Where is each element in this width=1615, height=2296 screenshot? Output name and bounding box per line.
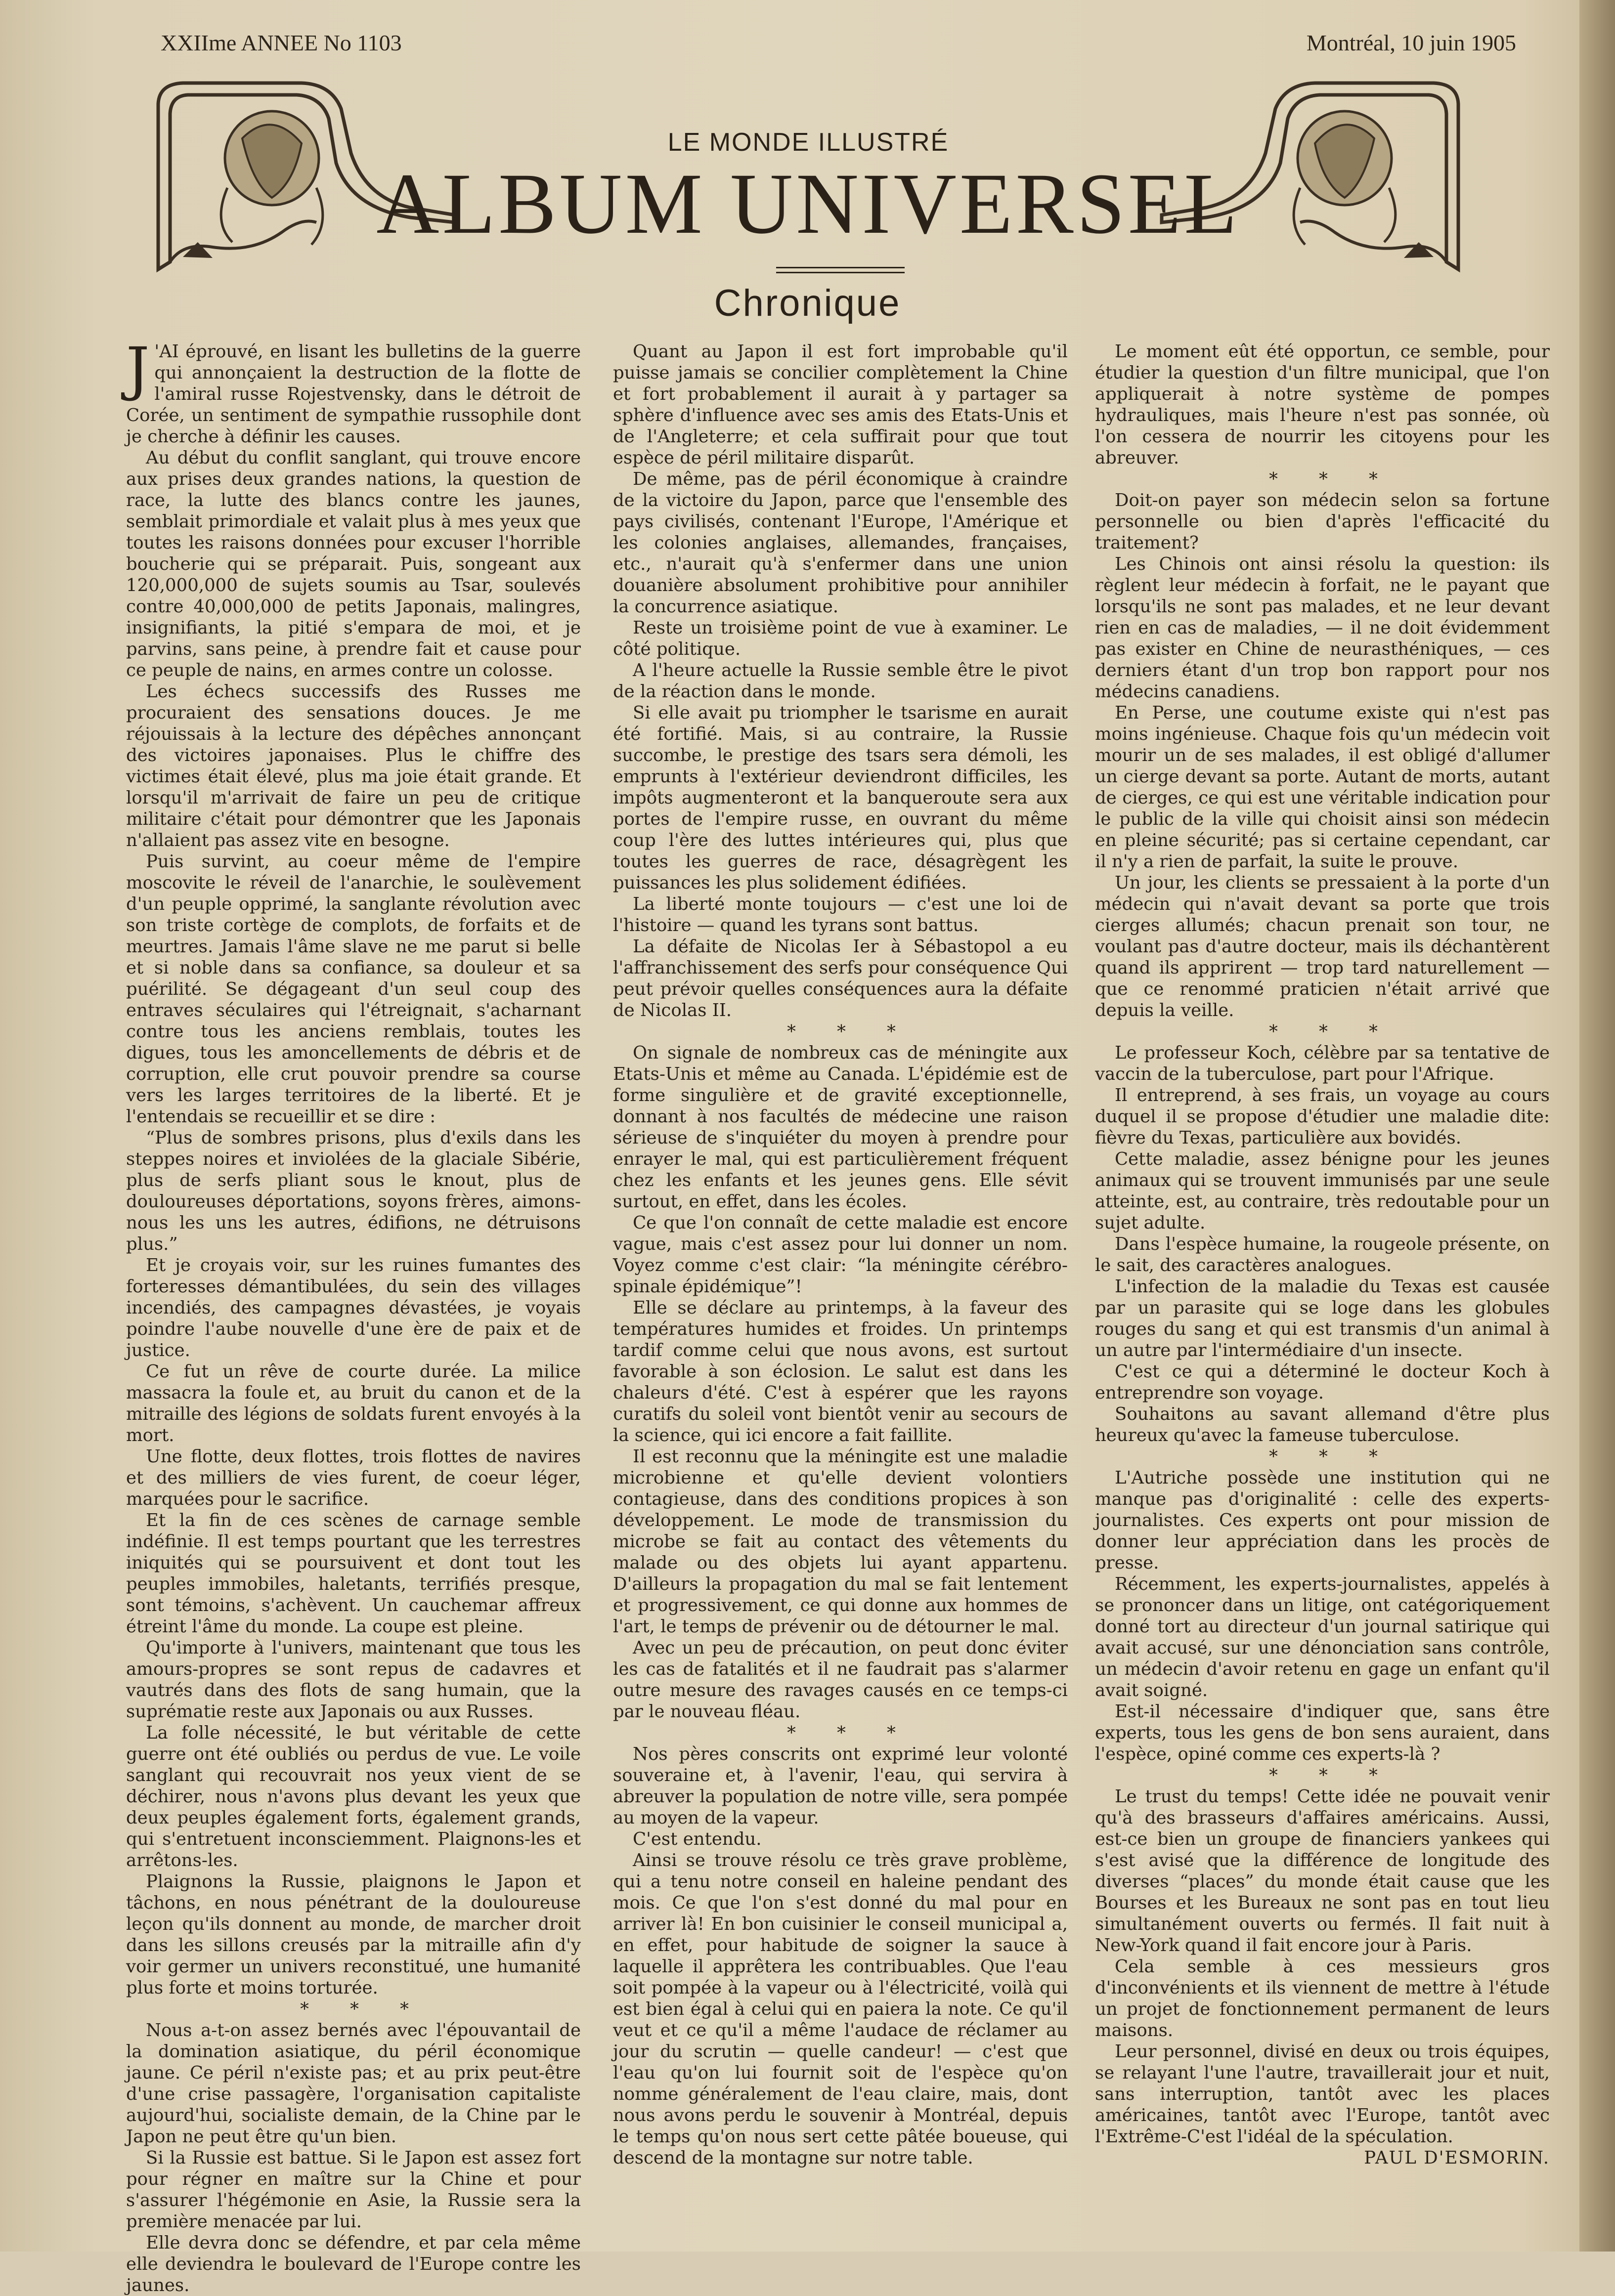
article-paragraph: Les échecs successifs des Russes me procuraient des sensations douces. Je me réjouissais à la lecture des dépêches annonçant des victoires japonaises. Plus le chiffre des victimes était élevé, plus ma joie était grande. Et lorsqu'il m'arrivait de faire un peu de critique militaire c'était pour démontrer que les Japonais n'allaient pas assez vite en besogne. [126,681,581,850]
article-paragraph: L'Autriche possède une institution qui ne manque pas d'originalité : celle des experts-journalistes. Ces experts ont pour mission de donner leur appréciation dans les procès de presse. [1095,1468,1550,1573]
author-signature: PAUL D'ESMORIN. [1364,2148,1550,2168]
page-spine-shadow [1579,0,1615,2252]
article-paragraph: La liberté monte toujours — c'est une loi de l'histoire — quand les tyrans sont battus. [613,894,1068,935]
article-column-2 [613,341,1068,2168]
drop-cap: J [126,335,150,403]
article-paragraph: Nos pères conscrits ont exprimé leur volonté souveraine et, à l'avenir, l'eau, qui servira à abreuver la population de notre ville, sera pompée au moyen de la vapeur. [613,1744,1068,1828]
article-paragraph: Si elle avait pu triompher le tsarisme en aurait été fortifié. Mais, si au contraire, la Russie succombe, le prestige des tsars sera démoli, les emprunts à l'extérieur deviendront difficiles, les impôts augmenteront et la banqueroute sera aux portes de l'empire russe, en ouvrant du même coup l'ère des luttes intérieures qui, plus que toutes les guerres de race, désagrègent les puissances les plus solidement édifiées. [613,703,1068,893]
paragraph-text: 'AI éprouvé, en lisant les bulletins de la guerre qui annonçaient la destruction de la flotte de l'amiral russe Rojestvensky, dans le détroit de Corée, un sentiment de sympathie russophile dont je cherche à définir les causes. [126,341,581,447]
masthead-title: ALBUM UNIVERSEL [376,156,1240,252]
article-paragraph: Elle se déclare au printemps, à la faveur des températures humides et froides. Un printemps tardif comme celui que nous avons, est surtout favorable à son éclosion. Le salut est dans les chaleurs d'été. C'est à espérer que les rayons curatifs du soleil vont bientôt venir au secours de la science, qui ici encore a fait faillite. [613,1298,1068,1446]
section-separator: * * * [1269,1021,1396,1042]
article-paragraph: Au début du conflit sanglant, qui trouve encore aux prises deux grandes nations, la question de race, la lutte des blancs contre les jaunes, semblait primordiale et valait plus à mes yeux que toutes les raisons données pour excuser l'horrible boucherie qui se préparait. Puis, songeant aux 120,000,000 de sujets soumis au Tsar, soulevés contre 40,000,000 de petits Japonais, malingres, insignifiants, la pitié s'empara de moi, et je parvins, sans peine, à prendre fait et cause pour ce peuple de nains, en armes contre un colosse. [126,448,581,680]
masthead-kicker: LE MONDE ILLUSTRÉ [667,128,949,157]
section-separator: * * * [300,1999,427,2019]
section-separator: * * * [1269,1765,1396,1786]
article-paragraph: Dans l'espèce humaine, la rougeole présente, on le sait, des caractères analogues. [1095,1234,1550,1276]
article-paragraph: C'est entendu. [633,1829,762,1849]
section-separator: * * * [1269,1446,1396,1467]
article-paragraph: Ce fut un rêve de courte durée. La milice massacra la foule et, au bruit du canon et de la mitraille des légions de soldats furent envoyés à la mort. [126,1361,581,1446]
article-paragraph: La défaite de Nicolas Ier à Sébastopol a eu l'affranchissement des serfs pour conséquence Qui peut prévoir quelles conséquences aura la défaite de Nicolas II. [613,936,1068,1020]
article-paragraph: Nous a-t-on assez bernés avec l'épouvantail de la domination asiatique, du péril économique jaune. Ce péril n'existe pas; et au prix peut-être d'une crise passagère, l'organisation capitaliste aujourd'hui, socialiste demain, de la Chine par le Japon ne peut être qu'un bien. [126,2020,581,2147]
article-column-1 [126,335,581,2296]
article-paragraph: A l'heure actuelle la Russie semble être le pivot de la réaction dans le monde. [613,660,1068,702]
article-paragraph: Leur personnel, divisé en deux ou trois équipes, se relayant l'une l'autre, travaillerait jour et nuit, sans interruption, tantôt avec les places américaines, tantôt avec l'Europe, tantôt avec l'Extrême-C'est l'idéal de la spéculation. [1095,2041,1550,2147]
article-paragraph: Cette maladie, assez bénigne pour les jeunes animaux qui se trouvent immunisés par une seule atteinte, est, au contraire, très redoutable pour un sujet adulte. [1095,1149,1550,1233]
article-paragraph: Ce que l'on connaît de cette maladie est encore vague, mais c'est assez pour lui donner un nom. Voyez comme c'est clair: “la méningite cérébro-spinale épidémique”! [613,1213,1068,1297]
article-paragraph: Le professeur Koch, célèbre par sa tentative de vaccin de la tuberculose, part pour l'Afrique. [1095,1043,1550,1084]
title-rule [776,267,905,268]
article-paragraph: Doit-on payer son médecin selon sa fortune personnelle ou bien d'après l'efficacité du traitement? [1095,490,1550,553]
article-paragraph: Si la Russie est battue. Si le Japon est assez fort pour régner en maître sur la Chine et pour s'assurer l'hégémonie en Asie, la Russie sera la première menacée par lui. [126,2148,581,2232]
section-separator: * * * [1269,469,1396,489]
article-paragraph: Les Chinois ont ainsi résolu la question: ils règlent leur médecin à forfait, ne le payant que lorsqu'ils ne sont pas malades, et ne leur devant rien en cas de maladies, — il ne doit évidemment pas exister en Chine de neurasthéniques, — ces derniers étant d'un trop bon rapport pour nos médecins canadiens. [1095,554,1550,702]
article-paragraph: Cela semble à ces messieurs gros d'inconvénients et ils viennent de mettre à l'étude un projet de fonctionnement permanent de leurs maisons. [1095,1956,1550,2041]
article-paragraph: “Plus de sombres prisons, plus d'exils dans les steppes noires et inviolées de la glaciale Sibérie, plus de serfs pliant sous le knout, plus de douloureuses déportations, soyons frères, aimons-nous les uns les autres, édifions, ne détruisons plus.” [126,1128,581,1254]
article-paragraph: Et je croyais voir, sur les ruines fumantes des forteresses démantibulées, du sein des villages incendiés, des campagnes dévastées, je voyais poindre l'aube nouvelle d'une ère de paix et de justice. [126,1255,581,1361]
article-paragraph: De même, pas de péril économique à craindre de la victoire du Japon, parce que l'ensemble des pays civilisés, contenant l'Europe, l'Amérique et les colonies anglaises, allemandes, françaises, etc., n'aurait qu'à s'enfermer dans une union douanière absolument prohibitive pour annihiler la concurrence asiatique. [613,469,1068,617]
dateline: Montréal, 10 juin 1905 [1306,30,1516,55]
article-paragraph: Un jour, les clients se pressaient à la porte d'un médecin qui n'avait devant sa porte que trois cierges allumés; chacun prenait son tour, ne voulant pas d'autre docteur, mais ils déchantèrent quand ils apprirent — trop tard naturellement — que ce renommé praticien n'était arrivé que depuis la veille. [1095,873,1550,1020]
article-paragraph [126,335,581,447]
article-paragraph: L'infection de la maladie du Texas est causée par un parasite qui se loge dans les globules rouges du sang et qui est transmis d'un animal à un autre par l'intermédiaire d'un insecte. [1095,1276,1550,1361]
section-separator: * * * [787,1021,914,1042]
article-paragraph: Elle devra donc se défendre, et par cela même elle deviendra le boulevard de l'Europe contre les jaunes. [126,2233,581,2296]
masthead [153,74,1463,282]
article-paragraph: Il est reconnu que la méningite est une maladie microbienne et qu'elle devient volontiers contagieuse, dans des conditions propices à son développement. Le mode de transmission du microbe se fait au contact des vêtements du malade ou des objets lui ayant appartenu. D'ailleurs la propagation du mal se fait lentement et progressivement, ce qui donne aux hommes de l'art, le temps de prévenir ou de détourner le mal. [613,1446,1068,1637]
article-paragraph: Souhaitons au savant allemand d'être plus heureux qu'avec la fameuse tuberculose. [1095,1404,1550,1446]
article-paragraph: Plaignons la Russie, plaignons le Japon et tâchons, en nous pénétrant de la douloureuse leçon qu'ils donnent au monde, de marcher droit dans les sillons creusés par la mitraille afin d'y voir germer un univers reconstitué, une humanité plus forte et moins torturée. [126,1871,581,1998]
article-paragraph: On signale de nombreux cas de méningite aux Etats-Unis et même au Canada. L'épidémie est de forme singulière et de gravité exceptionnelle, donnant à nos facultés de médecine une raison sérieuse de s'inquiéter du moyen à prendre pour enrayer le mal, qui est particulièrement fréquent chez les enfants et les jeunes gens. Elle sévit surtout, en effet, dans les écoles. [613,1043,1068,1212]
article-paragraph: Ainsi se trouve résolu ce très grave problème, qui a tenu notre conseil en haleine pendant des mois. Ce que l'on s'est donné du mal pour en arriver là! En bon cuisinier le conseil municipal a, en effet, pour habitude de soigner la sauce à laquelle il apprêtera les contribuables. Que l'eau soit pompée à la vapeur ou à l'électricité, voilà qui est bien égal à celui qui en paiera la note. Ce qu'il veut et ce qu'il a même l'audace de réclamer au jour du scrutin — quelle candeur! — c'est que l'eau qu'on lui fournit soit de l'espèce qu'on nomme généralement de l'eau claire, mais, dont nous avons perdu le souvenir à Montréal, depuis le temps qu'on nous sert cette pâtée boueuse, qui descend de la montagne sur notre table. [613,1850,1068,2168]
article-paragraph: Est-il nécessaire d'indiquer que, sans être experts, tous les gens de bon sens auraient, dans l'espèce, opiné comme ces experts-là ? [1095,1701,1550,1764]
article-paragraph: Avec un peu de précaution, on peut donc éviter les cas de fatalités et il ne faudrait pas s'alarmer outre mesure des ravages causés en ce temps-ci par le nouveau fléau. [613,1638,1068,1722]
section-heading: Chronique [714,282,901,324]
article-paragraph: La folle nécessité, le but véritable de cette guerre ont été oubliés ou perdus de vue. Le voile sanglant qui recouvrait nos yeux vient de se déchirer, nous n'avons plus devant les yeux que deux peuples également forts, également grands, qui s'entretuent inconsciemment. Plaignons-les et arrêtons-les. [126,1723,581,1871]
article-paragraph: Il entreprend, à ses frais, un voyage au cours duquel il se propose d'étudier une maladie dite: fièvre du Texas, particulière aux bovidés. [1095,1085,1550,1148]
article-column-3 [1095,341,1550,2168]
issue-number: XXIIme ANNEE No 1103 [161,30,402,55]
title-rule [776,272,905,273]
article-paragraph: Une flotte, deux flottes, trois flottes de navires et des milliers de vies furent, de coeur léger, marquées pour le sacrifice. [126,1446,581,1509]
article-paragraph: Le trust du temps! Cette idée ne pouvait venir qu'à des brasseurs d'affaires américains. Aussi, est-ce bien un groupe de financiers yankees qui s'est avisé que la différence de longitude des diverses “places” du monde était cause que les Bourses et les Bureaux ne sont pas en tout lieu simultanément ouverts ou fermés. Il fait nuit à New-York quand il fait encore jour à Paris. [1095,1786,1550,1956]
section-separator: * * * [787,1723,914,1743]
article-paragraph: C'est ce qui a déterminé le docteur Koch à entreprendre son voyage. [1095,1361,1550,1403]
article-paragraph: Et la fin de ces scènes de carnage semble indéfinie. Il est temps pourtant que les terrestres iniquités qui se poursuivent et dont tout les peuples immobiles, haletants, terrifiés presque, sont témoins, s'achèvent. Un cauchemar affreux étreint l'âme du monde. La coupe est pleine. [126,1510,581,1637]
article-paragraph: En Perse, une coutume existe qui n'est pas moins ingénieuse. Chaque fois qu'un médecin voit mourir un de ses malades, il est obligé d'allumer un cierge devant sa porte. Autant de morts, autant de cierges, ce qui est une véritable indication pour le public de la ville qui choisit ainsi son médecin en pleine sécurité; pas si certaine cependant, car il n'y a rien de parfait, la suite le prouve. [1095,703,1550,872]
article-paragraph: Reste un troisième point de vue à examiner. Le côté politique. [613,618,1068,659]
article-paragraph: Qu'importe à l'univers, maintenant que tous les amours-propres se sont repus de cadavres et vautrés dans des flots de sang humain, que la suprématie reste aux Japonais ou aux Russes. [126,1638,581,1722]
article-paragraph: Quant au Japon il est fort improbable qu'il puisse jamais se concilier complètement la Chine et fort probablement il aurait à y partager sa sphère d'influence avec ses amis des Etats-Unis et de l'Angleterre; et cela suffirait pour que tout espèce de péril militaire disparût. [613,341,1068,468]
article-paragraph: Le moment eût été opportun, ce semble, pour étudier la question d'un filtre municipal, que l'on appliquerait à notre système de pompes hydrauliques, mais l'heure n'est pas sonnée, où l'on cessera de nourrir les citoyens pour les abreuver. [1095,341,1550,468]
article-paragraph: Récemment, les experts-journalistes, appelés à se prononcer dans un litige, ont catégoriquement donné tort au directeur d'un journal satirique qui avait accusé, sur une dénonciation sans contrôle, un médecin d'avoir retenu en gage un enfant qu'il avait soigné. [1095,1574,1550,1701]
article-paragraph: Puis survint, au coeur même de l'empire moscovite le réveil de l'anarchie, le soulèvement d'un peuple opprimé, la sanglante révolution avec son triste cortège de complots, de forfaits et de meurtres. Jamais l'âme slave ne me parut si belle et si noble dans sa confiance, sa douleur et sa puérilité. Se dégageant d'un seul coup des entraves séculaires qui l'étreignait, s'acharnant contre tous les anciens remblais, toutes les digues, tous les amoncellements de débris et de corruption, elle crut pouvoir prendre sa course vers les larges territoires de la liberté. Et je l'entendais se recueillir et se dire : [126,851,581,1127]
